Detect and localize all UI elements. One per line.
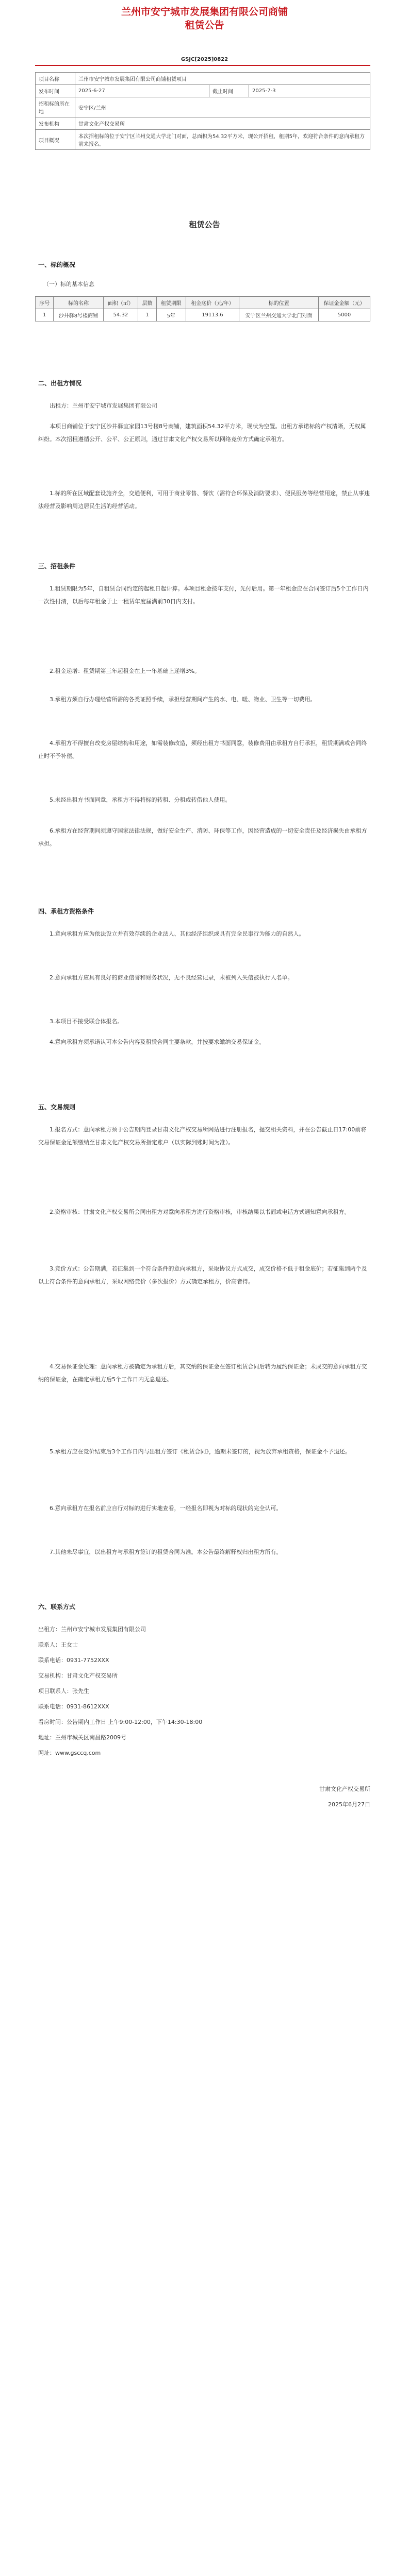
column-header: 租金底价（元/年） [186, 297, 239, 309]
contact-line: 地址：兰州市城关区南昌路2009号 [38, 1734, 126, 1741]
table-row [36, 97, 370, 117]
info-key: 发布机构 [36, 117, 75, 130]
table-cell: 54.32 [103, 309, 138, 321]
section-heading-5: 五、交易规则 [38, 1104, 76, 1111]
section-heading-2: 二、出租方情况 [38, 380, 82, 387]
table-row [36, 130, 370, 150]
paragraph: 6.意向承租方在报名前应自行对标的进行实地查看，一经报名即视为对标的现状的完全认可。 [50, 1505, 282, 1512]
info-key: 项目概况 [36, 130, 75, 150]
info-value: 甘肃文化产权交易所 [75, 117, 370, 130]
signature-org: 甘肃文化产权交易所 [319, 1786, 370, 1792]
info-key: 截止时间 [209, 85, 249, 97]
paragraph: 1.标的所在区域配套设施齐全，交通便利，可用于商业零售、餐饮（需符合环保及消防要求）、便民服务等经营用途，禁止从事违法经营及影响周边居民生活的经营活动。 [38, 490, 370, 510]
section-heading-6: 六、联系方式 [38, 1603, 76, 1611]
doc-number: GSJC[2025]0822 [181, 57, 228, 62]
paragraph: 6.承租方在经营期间须遵守国家法律法规，做好安全生产、消防、环保等工作，因经营造成的一切安全责任及经济损失由承租方承担。 [38, 827, 367, 847]
paragraph: 2.意向承租方应具有良好的商业信誉和财务状况，无不良经营记录，未被列入失信被执行人名单。 [50, 974, 293, 981]
table-row [36, 85, 370, 97]
paragraph: 出租方：兰州市安宁城市发展集团有限公司 [50, 402, 157, 409]
project-info-table [35, 72, 370, 150]
bid-table [35, 296, 370, 321]
table-cell: 安宁区兰州交通大学北门对面 [239, 309, 319, 321]
section-heading-1: 一、标的概况 [38, 261, 76, 268]
paragraph: 本项目商铺位于安宁区沙井驿宜家园13号楼8号商铺，建筑面积54.32平方米，现状为空置。出租方承诺标的产权清晰，无权属纠纷。本次招租遵循公开、公平、公正原则，通过甘肃文化产权交易所以网络竞价方式确定承租方。 [38, 423, 366, 443]
column-header: 租赁期限 [156, 297, 186, 309]
column-header: 标的名称 [54, 297, 103, 309]
table-cell: 5年 [156, 309, 186, 321]
contact-line: 联系人：王女士 [38, 1641, 78, 1648]
main-title: 租赁公告 [189, 220, 220, 229]
contact-line: 看房时间：公告期内工作日 上午9:00-12:00，下午14:30-18:00 [38, 1719, 203, 1725]
paragraph: 5.未经出租方书面同意，承租方不得将标的转租、分租或转借他人使用。 [50, 796, 231, 803]
org-title-line1: 兰州市安宁城市发展集团有限公司商铺 [121, 6, 288, 18]
paragraph: 3.承租方须自行办理经营所需的各类证照手续，承担经营期间产生的水、电、暖、物业、卫生等一切费用。 [50, 696, 316, 703]
paragraph: 1.意向承租方应为依法设立并有效存续的企业法人、其他经济组织或具有完全民事行为能力的自然人。 [50, 930, 305, 937]
table-cell: 1 [138, 309, 156, 321]
column-header: 标的位置 [239, 297, 319, 309]
table-cell: 19113.6 [186, 309, 239, 321]
table-row [36, 309, 370, 321]
paragraph: 7.其他未尽事宜，以出租方与承租方签订的租赁合同为准。本公告最终解释权归出租方所有。 [50, 1549, 282, 1555]
info-key: 项目名称 [36, 73, 75, 85]
paragraph: 5.承租方应在竞价结束后3个工作日内与出租方签订《租赁合同》，逾期未签订的，视为放弃承租资格，保证金不予退还。 [50, 1448, 351, 1455]
paragraph: 1.租赁期限为5年，自租赁合同约定的起租日起计算。本项目租金按年支付，先付后用。第一年租金应在合同签订后5个工作日内一次性付清，以后每年租金于上一租赁年度届满前30日内支付。 [38, 585, 369, 605]
info-value: 安宁区/兰州 [75, 97, 370, 117]
org-title-line2: 租赁公告 [185, 20, 224, 31]
table-cell: 1 [36, 309, 54, 321]
table-row [36, 117, 370, 130]
info-value: 本次招租标的位于安宁区兰州交通大学北门对面，总面积为54.32平方米，现公开招租，租期5年，欢迎符合条件的意向承租方前来报名。 [75, 130, 370, 150]
column-header: 保证金金额（元） [318, 297, 370, 309]
header-divider [35, 65, 370, 66]
info-key: 招租标的所在地 [36, 97, 75, 117]
paragraph: 3.竞价方式：公告期满，若征集到一个符合条件的意向承租方，采取协议方式成交，成交价格不低于租金底价；若征集到两个及以上符合条件的意向承租方，采取网络竞价（多次报价）方式确定承租方，价高者得。 [38, 1265, 367, 1285]
info-value: 2025-6-27 [75, 85, 209, 97]
info-value: 兰州市安宁城市发展集团有限公司商铺租赁项目 [75, 73, 370, 85]
contact-line: 联系电话：0931-7752XXX [38, 1657, 109, 1664]
table-row [36, 73, 370, 85]
table-cell: 5000 [318, 309, 370, 321]
contact-line: 交易机构：甘肃文化产权交易所 [38, 1672, 118, 1679]
section-heading-4: 四、承租方资格条件 [38, 908, 94, 915]
paragraph: 2.资格审核：甘肃文化产权交易所会同出租方对意向承租方进行资格审核，审核结果以书面或电话方式通知意向承租方。 [50, 1209, 350, 1215]
paragraph: 3.本项目不接受联合体报名。 [50, 1018, 123, 1025]
info-key: 发布时间 [36, 85, 75, 97]
paragraph: 4.交易保证金处理：意向承租方被确定为承租方后，其交纳的保证金在签订租赁合同后转为履约保证金；未成交的意向承租方交纳的保证金，在确定承租方后5个工作日内无息退还。 [38, 1363, 367, 1383]
contact-line: 联系电话：0931-8612XXX [38, 1703, 109, 1710]
table-header-row [36, 297, 370, 309]
column-header: 面积（㎡） [103, 297, 138, 309]
signature-date: 2025年6月27日 [328, 1801, 370, 1808]
contact-line: 项目联系人：张先生 [38, 1688, 89, 1694]
column-header: 层数 [138, 297, 156, 309]
paragraph: 2.租金递增：租赁期第三年起租金在上一年基础上递增3%。 [50, 668, 200, 674]
subsection-heading: （一）标的基本信息 [43, 281, 94, 287]
column-header: 序号 [36, 297, 54, 309]
paragraph: 1.报名方式：意向承租方须于公告期内登录甘肃文化产权交易所网站进行注册报名，提交相关资料，并在公告截止日17:00前将交易保证金足额缴纳至甘肃文化产权交易所指定账户（以实际到账时间为准）。 [38, 1126, 367, 1146]
contact-line: 出租方：兰州市安宁城市发展集团有限公司 [38, 1626, 146, 1633]
paragraph: 4.承租方不得擅自改变房屋结构和用途，如需装修改造，须经出租方书面同意，装修费用由承租方自行承担，租赁期满或合同终止时不予补偿。 [38, 740, 367, 759]
info-value: 2025-7-3 [249, 85, 370, 97]
paragraph: 4.意向承租方须承诺认可本公告内容及租赁合同主要条款，并按要求缴纳交易保证金。 [50, 1039, 265, 1045]
contact-link[interactable]: 网址：www.gsccq.com [38, 1750, 101, 1756]
section-heading-3: 三、招租条件 [38, 563, 76, 570]
table-cell: 沙井驿8号楼商铺 [54, 309, 103, 321]
